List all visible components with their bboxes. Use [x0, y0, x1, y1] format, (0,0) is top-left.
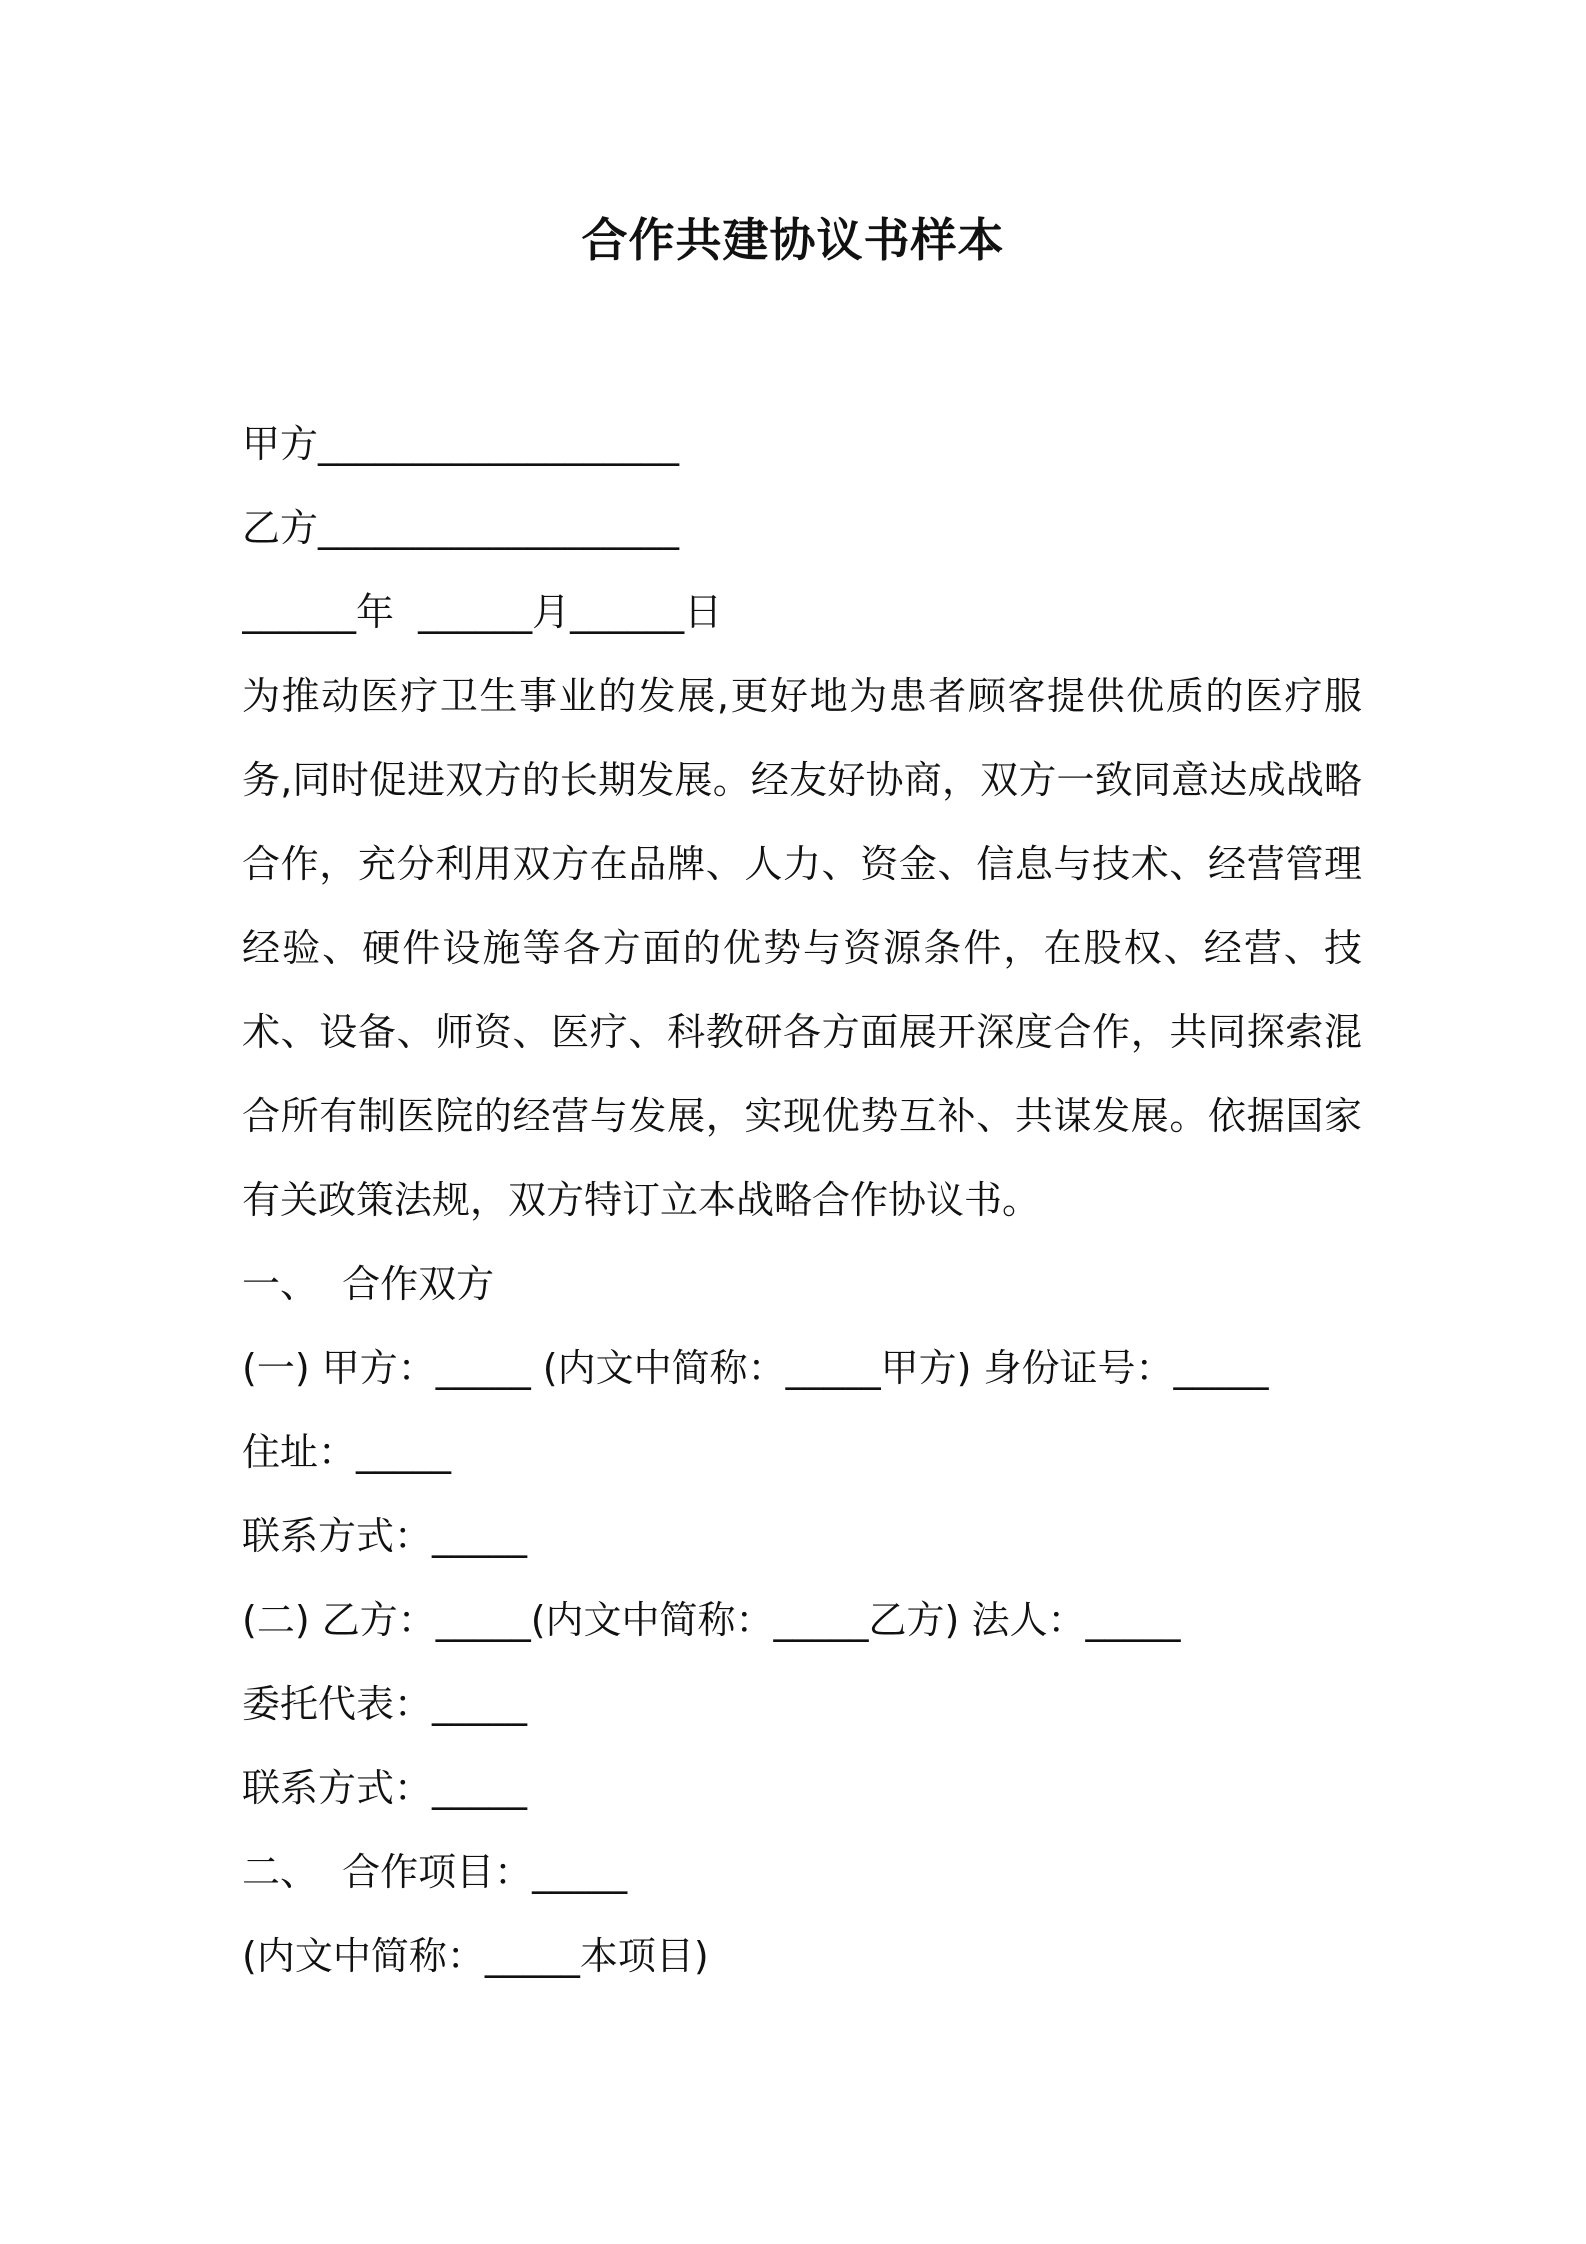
party-b-contact: 联系方式：_____	[242, 1766, 528, 1810]
party-a-contact: 联系方式：_____	[242, 1514, 528, 1558]
party-b-delegate: 委托代表：_____	[242, 1682, 528, 1726]
party-b-line: 乙方___________________	[242, 506, 680, 550]
party-a-detail: (一) 甲方：_____ (内文中简称：_____甲方) 身份证号：_____	[242, 1346, 1269, 1390]
document-title: 合作共建协议书样本	[581, 213, 1005, 267]
date-line: ______年 ______月______日	[242, 590, 723, 634]
party-a-line: 甲方___________________	[242, 422, 680, 466]
document-body	[242, 402, 1362, 1998]
party-a-address: 住址：_____	[242, 1430, 452, 1474]
section-1-heading: 一、 合作双方	[242, 1262, 495, 1306]
party-b-detail: (二) 乙方：_____(内文中简称：_____乙方) 法人：_____	[242, 1598, 1181, 1642]
section-2-heading: 二、 合作项目：_____	[242, 1850, 628, 1894]
project-abbreviation: (内文中简称：_____本项目)	[242, 1934, 709, 1978]
preamble-paragraph: 为推动医疗卫生事业的发展,更好地为患者顾客提供优质的医疗服务,同时促进双方的长期发展。经友好协商，双方一致同意达成战略合作，充分利用双方在品牌、人力、资金、信息与技术、经营管理经验、硬件设施等各方面的优势与资源条件，在股权、经营、技术、设备、师资、医疗、科教研各方面展开深度合作，共同探索混合所有制医院的经营与发展，实现优势互补、共谋发展。依据国家有关政策法规，双方特订立本战略合作协议书。	[242, 674, 1362, 1222]
